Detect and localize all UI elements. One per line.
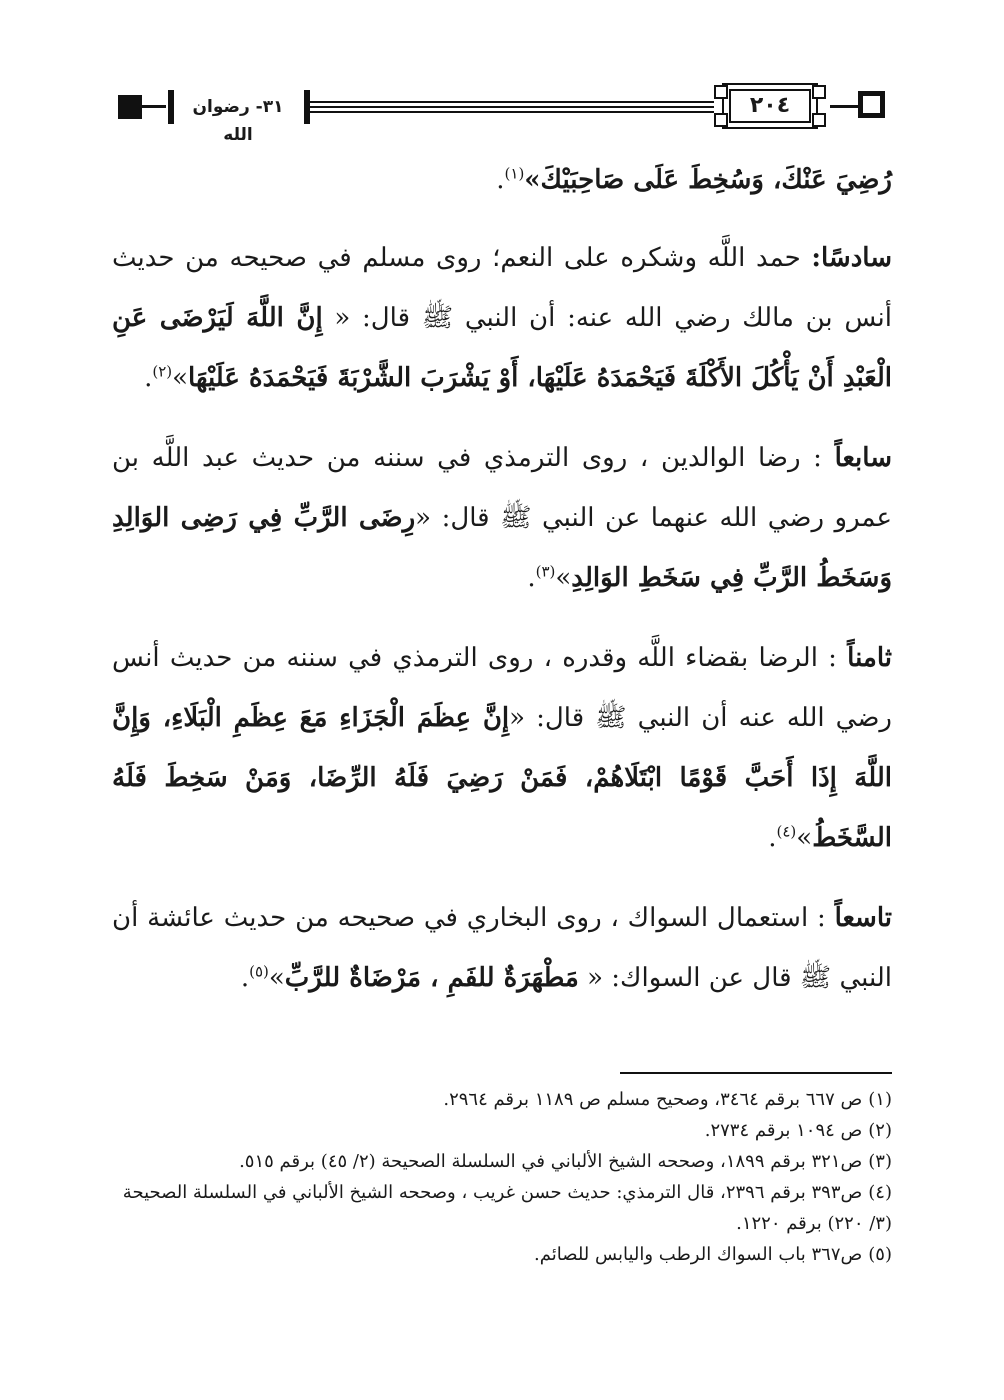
paragraph-seventh — [112, 428, 892, 608]
quote-close: » — [796, 823, 813, 853]
footnote-ref: (٣) — [535, 562, 556, 581]
footnote — [112, 1146, 892, 1177]
hadith-quote: إِنَّ عِظَمَ الْجَزَاءِ مَعَ عِظَمِ الْبَلَاءِ، وَإِنَّ اللَّهَ إِذَا أَحَبَّ قَوْمًا ابْتَلَاهُمْ، فَمَنْ رَضِيَ فَلَهُ الرِّضَا، وَمَنْ سَخِطَ فَلَهُ السَّخَطُ — [112, 703, 892, 853]
hadith-quote: إِنَّ اللَّهَ لَيَرْضَى عَنِ الْعَبْدِ أَنْ يَأْكُلَ الأَكْلَةَ فَيَحْمَدَهُ عَلَيْهَا، أَوْ يَشْرَبَ الشَّرْبَةَ فَيَحْمَدَهُ عَلَيْهَا — [112, 303, 892, 393]
footnote-number: (٢) — [868, 1120, 892, 1141]
paragraph-text: حمد اللَّه وشكره على النعم؛ روى مسلم في صحيحه من حديث أنس بن مالك رضي الله عنه: أن النبي ﷺ قال: « — [112, 243, 892, 333]
paragraph-text: : استعمال السواك ، روى البخاري في صحيحه من حديث عائشة أن النبي ﷺ قال عن السواك: « — [112, 903, 892, 993]
page-header — [0, 0, 1004, 145]
header-rule-bottom — [310, 111, 714, 113]
footnote-separator — [620, 1072, 892, 1074]
footnote-ref: (١) — [504, 164, 525, 183]
quote-close: » — [172, 363, 189, 393]
running-title: ٣١- رضوان الله — [192, 97, 284, 145]
page-number: ٢٠٤ — [749, 93, 791, 118]
footnote-ref: (٤) — [776, 822, 797, 841]
section-lead: سادسًا: — [811, 243, 892, 273]
header-rule-middle — [310, 106, 714, 108]
period: . — [144, 363, 153, 393]
frame-knot-bottom-left — [714, 113, 728, 127]
footnote-ref: (٥) — [249, 962, 269, 981]
hadith-quote: مَطْهَرَةٌ للفَمِ ، مَرْضَاةٌ للرَّبِّ — [284, 963, 579, 993]
section-lead: تاسعاً — [834, 903, 892, 933]
header-rule-right — [830, 105, 860, 108]
header-rule-short — [142, 105, 166, 108]
section-lead: ثامناً — [847, 643, 892, 673]
period: . — [240, 963, 250, 993]
footnote-text: ص٣٢١ برقم ١٨٩٩، وصححه الشيخ الألباني في السلسلة الصحيحة (٢/ ٤٥) برقم ٥١٥. — [239, 1151, 863, 1172]
hadith-quote: رُضِيَ عَنْكَ، وَسُخِطَ عَلَى صَاحِبَيْكَ» — [524, 165, 892, 195]
footnote — [112, 1115, 892, 1146]
footnote — [112, 1177, 892, 1239]
header-ornament-square-left — [118, 95, 142, 119]
section-lead: سابعاً — [834, 443, 892, 473]
footnote-number: (٥) — [868, 1244, 892, 1265]
hadith-quote: رِضَى الرَّبِّ فِي رَضِى الوَالِدِ وَسَخَطُ الرَّبِّ فِي سَخَطِ الوَالِدِ — [112, 503, 892, 593]
paragraph-ninth — [112, 888, 892, 1008]
footnote-number: (٣) — [868, 1151, 892, 1172]
paragraph-continuation — [112, 150, 892, 210]
header-ornament-square-right — [858, 91, 885, 118]
footnote-text: ص٣٦٧ باب السواك الرطب واليابس للصائم. — [534, 1244, 863, 1265]
header-rule-top — [310, 101, 714, 103]
period: . — [496, 165, 505, 195]
period: . — [768, 823, 777, 853]
footnote-number: (٤) — [868, 1182, 892, 1203]
paragraph-sixth — [112, 228, 892, 408]
footnotes — [112, 1084, 892, 1270]
main-text — [112, 150, 892, 1028]
paragraph-eighth — [112, 628, 892, 868]
paragraph-text: : رضا الوالدين ، روى الترمذي في سننه من حديث عبد اللَّه بن عمرو رضي الله عنهما عن النبي ﷺ قال: « — [112, 443, 892, 533]
paragraph-text: : الرضا بقضاء اللَّه وقدره ، روى الترمذي في سننه من حديث أنس رضي الله عنه أن النبي ﷺ قال: « — [112, 643, 892, 733]
footnote-text: ص ٦٦٧ برقم ٣٤٦٤، وصحيح مسلم ص ١١٨٩ برقم ٢٩٦٤. — [443, 1089, 863, 1110]
page-number-frame — [712, 83, 830, 129]
footnote-text: ص ١٠٩٤ برقم ٢٧٣٤. — [704, 1120, 863, 1141]
footnote — [112, 1084, 892, 1115]
footnote-ref: (٢) — [152, 362, 173, 381]
footnote — [112, 1239, 892, 1270]
frame-knot-bottom-right — [812, 113, 826, 127]
footnote-number: (١) — [868, 1089, 892, 1110]
frame-knot-top-right — [812, 85, 826, 99]
header-bar-left — [168, 90, 174, 124]
quote-close: » — [555, 563, 572, 593]
footnote-text: ص٣٩٣ برقم ٢٣٩٦، قال الترمذي: حديث حسن غريب ، وصححه الشيخ الألباني في السلسلة الصحيحة (٣/ ٢٢٠) برقم ١٢٢٠. — [122, 1182, 892, 1234]
period: . — [527, 563, 536, 593]
frame-knot-top-left — [714, 85, 728, 99]
quote-close: » — [268, 963, 285, 993]
